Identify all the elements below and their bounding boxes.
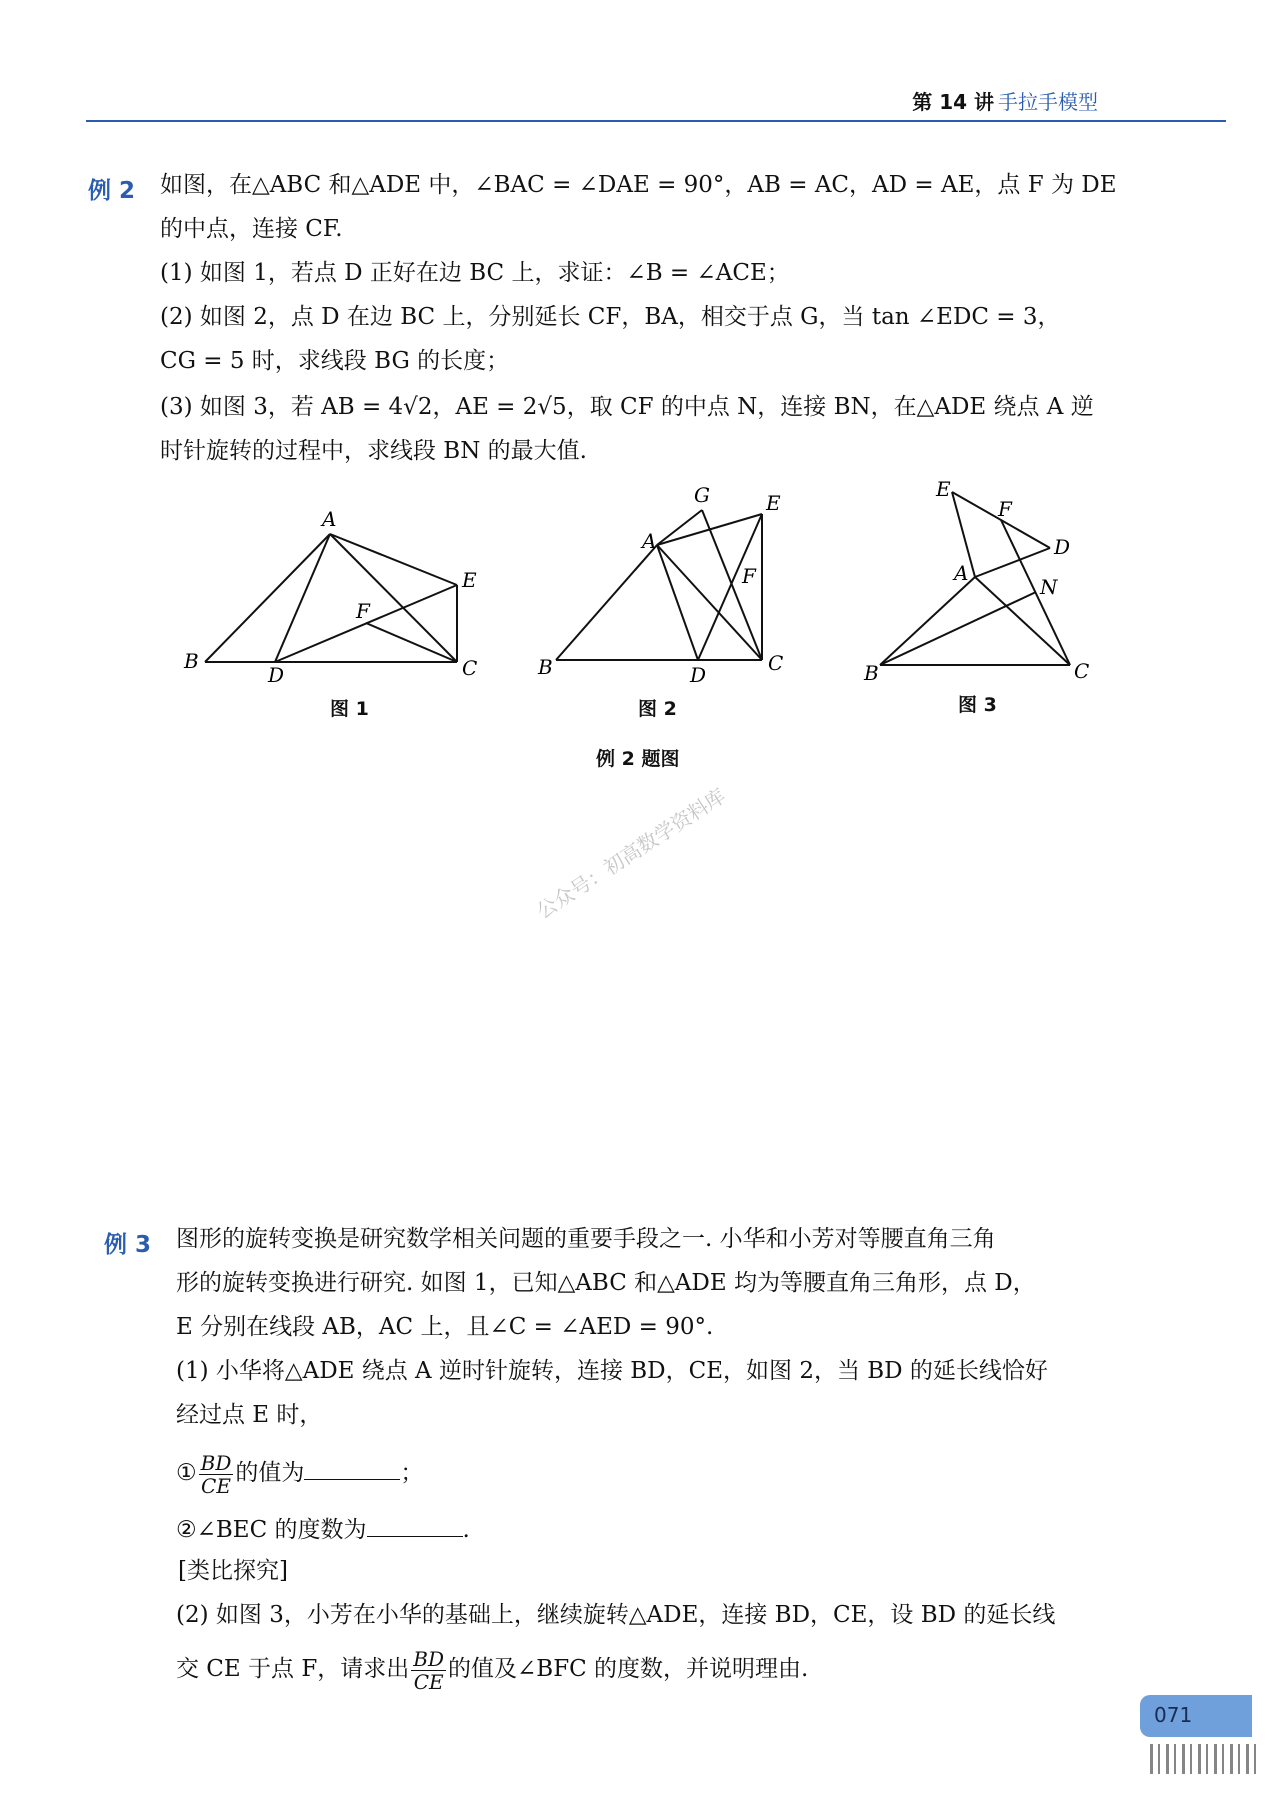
p2-prefix: 交 CE 于点 F，请求出 [176,1656,410,1682]
example-3-line-3: E 分别在线段 AB，AC 上，且∠C = ∠AED = 90°. [176,1314,714,1340]
q1-frac-num: BD [200,1450,232,1475]
fig3-label-F: F [998,497,1012,521]
fig3-label-E: E [936,477,951,501]
example-2-part-3: (3) 如图 3，若 AB = 4√2，AE = 2√5，取 CF 的中点 N，连接 BN，在△ADE 绕点 A 逆 [160,394,1094,420]
example-3-part-1: (1) 小华将△ADE 绕点 A 逆时针旋转，连接 BD，CE，如图 2，当 BD 的延长线恰好 [176,1358,1048,1384]
watermark: 公众号：初高数学资料库 [532,783,730,924]
q1-answer-blank[interactable] [304,1457,400,1480]
lecture-number: 第 14 讲 [912,90,994,114]
figure-3 [850,470,1110,680]
fig-3-caption: 图 3 [958,694,997,716]
analogy-heading: [类比探究] [178,1558,288,1584]
example-2-part-2: (2) 如图 2，点 D 在边 BC 上，分别延长 CF，BA，相交于点 G，当 tan ∠EDC = 3， [160,304,1061,330]
example-2-line-1: 如图，在△ABC 和△ADE 中，∠BAC = ∠DAE = 90°，AB = AC，AD = AE，点 F 为 DE [160,172,1117,198]
example-3-part-2: (2) 如图 3，小芳在小华的基础上，继续旋转△ADE，连接 BD，CE，设 BD 的延长线 [176,1602,1056,1628]
fig-2-caption: 图 2 [638,698,677,720]
p2-suffix: 的值及∠BFC 的度数，并说明理由. [448,1656,809,1682]
page-number: 071 [1154,1703,1193,1727]
fig2-label-C: C [768,651,784,675]
fig2-label-D: D [690,663,707,687]
example-3-part-1-cont: 经过点 E 时， [176,1402,323,1428]
example-2-label: 例 2 [88,178,136,204]
fig2-label-B: B [538,655,553,679]
fig3-label-C: C [1074,659,1090,680]
q2-answer-blank[interactable] [367,1514,463,1537]
lecture-topic: 手拉手模型 [998,90,1098,114]
q1-text: 的值为 [235,1460,305,1486]
barcode-decoration [1150,1744,1258,1774]
example-2-line-2: 的中点，连接 CF. [160,216,343,242]
figure-2 [530,480,800,690]
fig1-label-E: E [462,568,477,592]
page-header [86,80,1226,122]
example-2-part-1: (1) 如图 1，若点 D 正好在边 BC 上，求证：∠B = ∠ACE； [160,260,790,286]
fig3-label-A: A [954,561,969,585]
fig1-label-D: D [268,663,285,687]
example-3-q2 [176,1514,470,1545]
example-3-line-1: 图形的旋转变换是研究数学相关问题的重要手段之一. 小华和小芳对等腰直角三角 [176,1226,996,1252]
fig-1-caption: 图 1 [330,698,369,720]
fig2-label-F: F [742,564,756,588]
figure-1 [170,500,490,700]
p2-frac-num: BD [413,1646,445,1671]
fig1-label-C: C [462,656,478,680]
example-2-part-2-cont: CG = 5 时，求线段 BG 的长度； [160,348,510,374]
fig2-label-A: A [642,529,657,553]
q1-fraction [199,1452,234,1497]
q2-text: ②∠BEC 的度数为 [176,1517,367,1543]
example-2-part-3-cont: 时针旋转的过程中，求线段 BN 的最大值. [160,438,587,464]
fig1-label-B: B [184,649,199,673]
q2-end: . [462,1517,470,1543]
p2-frac-den: CE [413,1669,444,1694]
q1-end: ； [400,1460,424,1486]
fig2-label-G: G [694,483,710,507]
q1-marker: ① [176,1460,197,1486]
fig3-label-N: N [1040,575,1058,599]
example-3-q1 [176,1448,423,1498]
fig3-label-D: D [1054,535,1071,559]
page-number-tab [1140,1695,1252,1737]
fig1-label-A: A [322,507,337,531]
example-2-figure-title: 例 2 题图 [596,748,680,770]
fig1-label-F: F [356,599,370,623]
fig3-label-B: B [864,661,879,680]
example-3-label: 例 3 [104,1232,152,1258]
p2-fraction [411,1648,446,1693]
example-3-part-2-cont [176,1644,808,1694]
fig2-label-E: E [766,491,781,515]
example-3-line-2: 形的旋转变换进行研究. 如图 1，已知△ABC 和△ADE 均为等腰直角三角形，点 D， [176,1270,1036,1296]
q1-frac-den: CE [201,1473,231,1498]
